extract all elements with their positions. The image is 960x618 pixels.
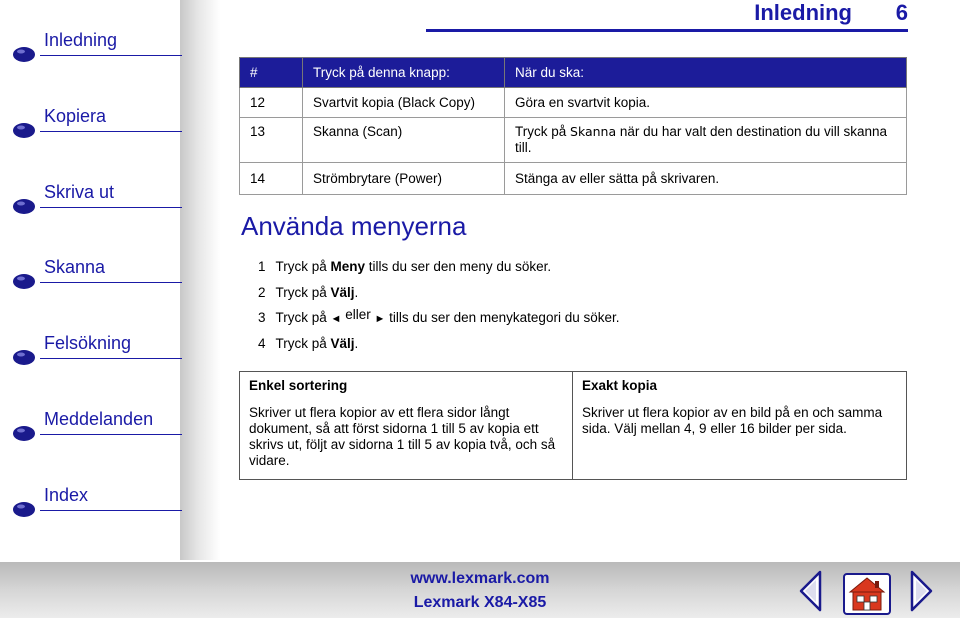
button-name: Strömbrytare (Power) (303, 163, 505, 195)
bullet-icon (12, 46, 36, 63)
bullet-icon (12, 501, 36, 518)
mode-description: Skriver ut flera kopior av en bild på en och samma sida. Välj mellan 4, 9 eller 16 bilder per sida. (582, 405, 883, 436)
sidebar-shadow (180, 0, 220, 560)
previous-page-icon[interactable] (798, 570, 824, 612)
row-number: 12 (240, 88, 303, 118)
list-item (258, 259, 619, 285)
sidebar-item-label: Index (44, 485, 89, 505)
sidebar-item-felsokning[interactable] (0, 331, 182, 371)
header-divider (426, 29, 908, 32)
step-text: Tryck på (275, 335, 331, 351)
table-row (240, 163, 907, 195)
step-number: 2 (258, 284, 266, 300)
step-number: 4 (258, 335, 266, 351)
button-action (505, 118, 907, 163)
step-text: . (354, 335, 359, 351)
step-text: eller (345, 307, 371, 322)
sidebar (0, 0, 210, 560)
sidebar-item-label: Skanna (44, 257, 106, 277)
column-header: Tryck på denna knapp: (303, 58, 505, 88)
sidebar-item-index[interactable] (0, 483, 182, 523)
next-page-icon[interactable] (908, 570, 934, 612)
divider (40, 434, 182, 435)
sidebar-item-label: Skriva ut (44, 182, 115, 202)
bullet-icon (12, 425, 36, 442)
modes-table (239, 371, 907, 480)
sidebar-item-label: Felsökning (44, 333, 132, 353)
column-header: När du ska: (505, 58, 907, 88)
divider (40, 131, 182, 132)
mode-cell-collate (240, 372, 573, 480)
page-number: 6 (895, 0, 908, 25)
step-text: Tryck på (275, 259, 331, 274)
step-number: 1 (258, 259, 266, 274)
bullet-icon (12, 198, 36, 215)
button-table (239, 57, 907, 195)
home-icon[interactable] (842, 572, 892, 616)
step-text: Tryck på (275, 284, 331, 300)
sidebar-item-label: Kopiera (44, 106, 107, 126)
left-arrow-icon: ◄ (330, 313, 342, 325)
table-row (240, 118, 907, 163)
mode-title: Exakt kopia (582, 378, 658, 393)
bullet-icon (12, 122, 36, 139)
action-keyword: Skanna (570, 124, 617, 139)
button-action: Göra en svartvit kopia. (505, 88, 907, 118)
divider (40, 358, 182, 359)
action-text: när du har valt den destination du vill skanna till. (515, 124, 888, 155)
divider (40, 510, 182, 511)
action-text: Tryck på (515, 124, 571, 139)
divider (40, 55, 182, 56)
section-title: Använda menyerna (241, 211, 467, 241)
step-text: . (354, 284, 359, 300)
bullet-icon (12, 273, 36, 290)
step-keyword: Välj (330, 335, 355, 351)
step-text: tills du ser den menykategori du söker. (385, 310, 620, 325)
step-keyword: Meny (330, 259, 366, 274)
table-header-row (240, 58, 907, 88)
list-item (258, 285, 619, 311)
table-row (240, 88, 907, 118)
column-header: # (240, 58, 303, 88)
list-item (258, 307, 620, 336)
sidebar-item-skriva-ut[interactable] (0, 180, 182, 220)
sidebar-item-label: Inledning (44, 30, 118, 50)
table-row (240, 372, 907, 480)
step-list (258, 259, 619, 361)
row-number: 14 (240, 163, 303, 195)
mode-description: Skriver ut flera kopior av ett flera sidor långt dokument, så att först sidorna 1 till 5 av kopia ett skrivs ut, följt av sidorna 1 till 5 av kopia två, och så vidare. (249, 405, 556, 468)
step-keyword: Välj (330, 284, 355, 300)
row-number: 13 (240, 118, 303, 163)
sidebar-item-label: Meddelanden (44, 409, 154, 429)
button-name: Skanna (Scan) (303, 118, 505, 163)
footer-url-link[interactable]: www.lexmark.com (410, 570, 550, 587)
footer-model: Lexmark X84-X85 (413, 594, 547, 611)
step-number: 3 (258, 310, 266, 325)
mode-title: Enkel sortering (249, 378, 348, 393)
step-text: Tryck på (275, 310, 331, 325)
sidebar-item-kopiera[interactable] (0, 104, 182, 144)
list-item (258, 336, 619, 362)
divider (40, 207, 182, 208)
right-arrow-icon: ► (374, 313, 386, 325)
sidebar-item-meddelanden[interactable] (0, 407, 182, 447)
button-name: Svartvit kopia (Black Copy) (303, 88, 505, 118)
sidebar-item-inledning[interactable] (0, 28, 182, 68)
step-text: tills du ser den meny du söker. (365, 259, 552, 274)
bullet-icon (12, 349, 36, 366)
page-title: Inledning (754, 0, 852, 25)
mode-cell-exact-copy (573, 372, 907, 480)
sidebar-item-skanna[interactable] (0, 255, 182, 295)
divider (40, 282, 182, 283)
button-action: Stänga av eller sätta på skrivaren. (505, 163, 907, 195)
